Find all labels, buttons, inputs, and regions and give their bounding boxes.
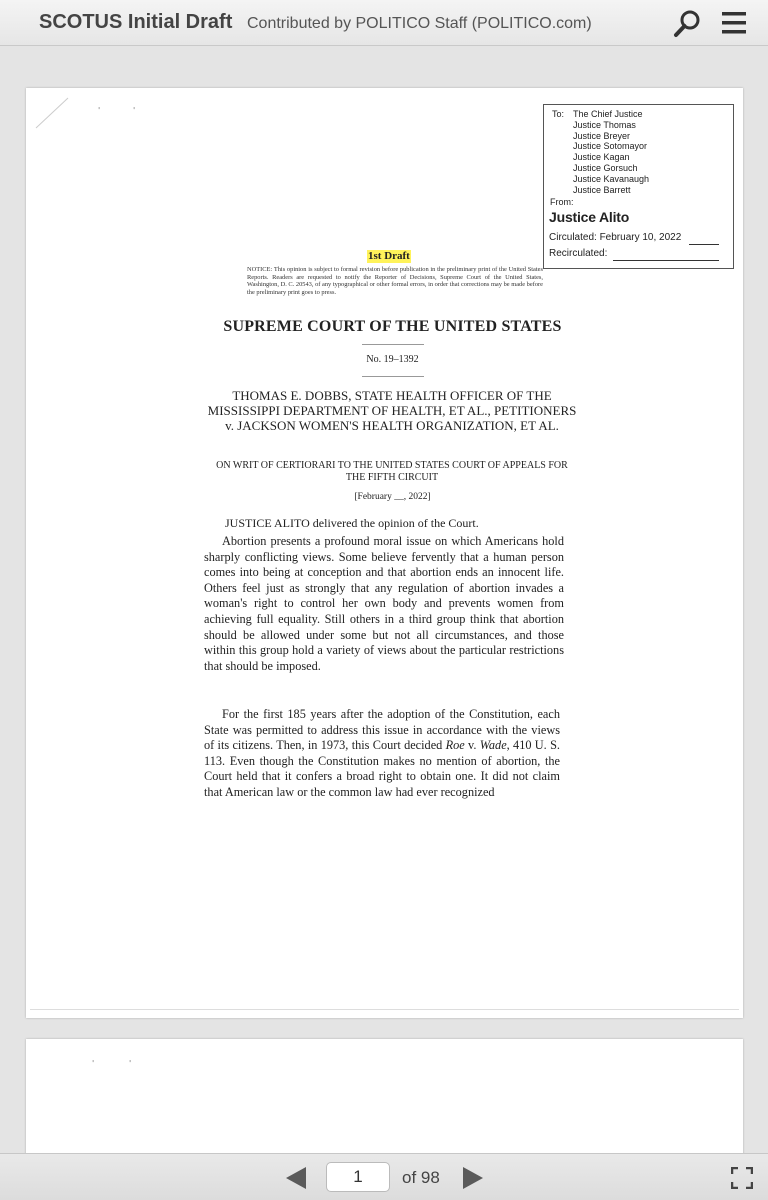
fullscreen-icon[interactable] (731, 1167, 753, 1189)
recipient: Justice Breyer (573, 130, 631, 141)
recipient: Justice Sotomayor (573, 141, 648, 152)
case-v: v. (464, 738, 480, 753)
scan-edge (30, 1009, 739, 1010)
case-caption: THOMAS E. DOBBS, STATE HEALTH OFFICER OF THE MISSISSIPPI DEPARTMENT OF HEALTH, ET AL., PETITIONERS v. JACKSON WOMEN'S HEALTH ORGANIZATION, ET AL. (207, 388, 577, 434)
case-name: Roe (445, 738, 465, 753)
circulated-date: Circulated: February 10, 2022 (549, 232, 682, 243)
delivered-line: JUSTICE ALITO delivered the opinion of the Court. (225, 516, 479, 530)
scan-dot: ' (133, 106, 136, 115)
docket-number: No. 19–1392 (366, 354, 419, 365)
circulated-underline (689, 244, 719, 245)
routing-from-label: From: (550, 197, 574, 207)
divider (362, 376, 424, 377)
paragraph-text: , 410 U. S. 113. Even though the Constitution makes no mention of abortion, the Court held that it confers a broad right to obtain one. It did not claim that American law or the common law had ever recognized (204, 738, 560, 799)
recipient: Justice Kagan (573, 152, 630, 163)
divider (362, 344, 424, 345)
recirculated-underline (613, 260, 719, 261)
scan-artifact (34, 94, 74, 130)
routing-recipients (573, 109, 649, 195)
paragraph-text: For the first 185 years after the adoption of the Constitution, each State was permitted to address this issue in accordance with the views of its citizens. Then, in 1973, this Court decided (204, 707, 560, 753)
menu-icon[interactable] (720, 10, 748, 36)
draft-label: 1st Draft (368, 250, 410, 262)
document-page-1 (26, 88, 743, 1018)
recipient: Justice Gorsuch (573, 162, 638, 173)
routing-from-name: Justice Alito (549, 209, 630, 225)
search-icon[interactable] (672, 9, 702, 39)
case-name: Wade (479, 738, 507, 753)
recipient: Justice Barrett (573, 184, 631, 195)
page-number-input[interactable] (326, 1162, 390, 1192)
recipient: Justice Thomas (573, 119, 636, 130)
next-page-icon[interactable] (462, 1166, 484, 1190)
top-bar (0, 0, 768, 46)
opinion-paragraph: Abortion presents a profound moral issue on which Americans hold sharply conflicting views. Some believe fervently that a human person comes into being at conception and that abortion ends an innocent life. Others feel just as strongly that any regulation of abortion invades a woman's right to control her own body and prevents women from achieving full equality. Still others in a third group think that abortion should be allowed under some but not all circumstances, and those within this group hold a variety of views about the particular restrictions that should be imposed. (204, 534, 564, 673)
document-title: SCOTUS Initial Draft (39, 11, 233, 33)
recipient: Justice Kavanaugh (573, 173, 650, 184)
page-total: of 98 (402, 1168, 440, 1187)
contributor-credit: Contributed by POLITICO Staff (POLITICO.com) (247, 15, 592, 32)
decision-date: [February __, 2022] (354, 492, 431, 502)
court-name: SUPREME COURT OF THE UNITED STATES (223, 318, 562, 335)
recipient: The Chief Justice (573, 109, 643, 119)
document-viewer[interactable] (0, 47, 768, 1153)
scan-dot: ' (129, 1059, 132, 1068)
document-page-2 (26, 1039, 743, 1153)
opinion-paragraph (204, 707, 560, 801)
prev-page-icon[interactable] (285, 1166, 307, 1190)
scan-dot: ' (92, 1059, 95, 1068)
publication-notice: NOTICE: This opinion is subject to formal revision before publication in the preliminary print of the United States Reports. Readers are requested to notify the Reporter of Decisions, Supreme Court of the United States, Washington, D. C. 20543, of any typographical or other formal errors, in order that corrections may be made before the preliminary print goes to press. (247, 266, 543, 296)
recirculated-label: Recirculated: (549, 248, 608, 259)
scan-dot: ' (98, 106, 101, 115)
routing-slip (543, 104, 734, 269)
routing-to-label: To: (552, 109, 565, 119)
writ-line: ON WRIT OF CERTIORARI TO THE UNITED STATES COURT OF APPEALS FOR THE FIFTH CIRCUIT (216, 460, 568, 483)
page-navigation-bar (0, 1153, 768, 1200)
